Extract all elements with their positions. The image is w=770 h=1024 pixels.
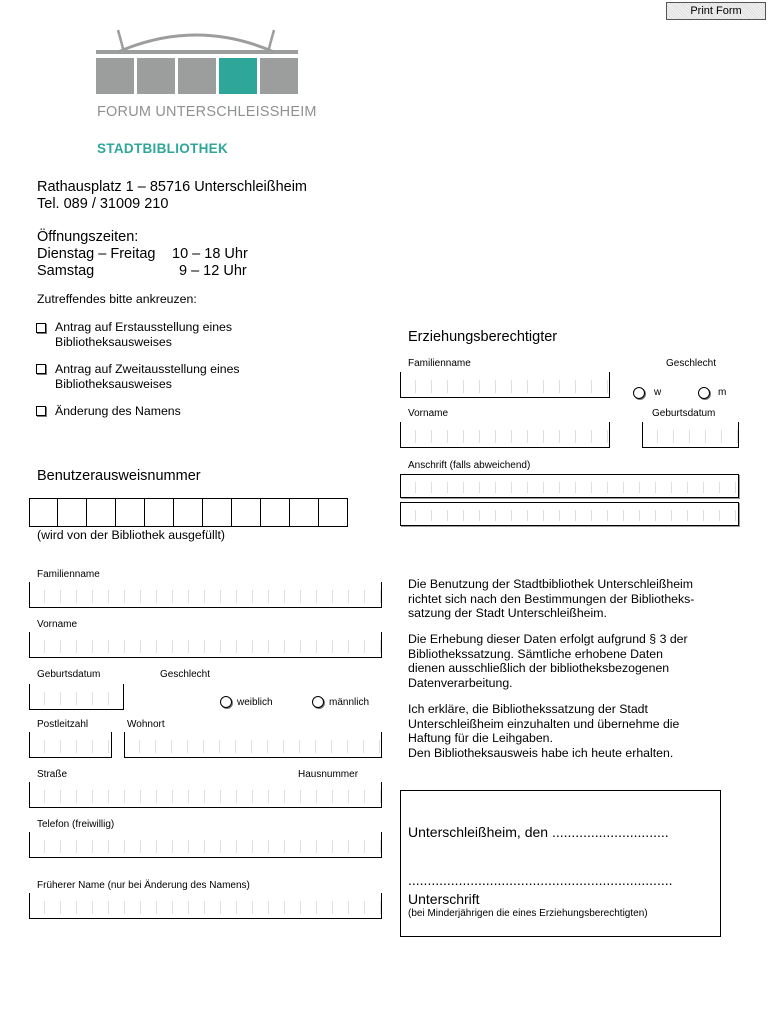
guardian-lastname-label: Familienname [408, 358, 471, 369]
options-prompt: Zutreffendes bitte ankreuzen: [37, 292, 197, 306]
guardian-w-radio[interactable] [633, 387, 645, 399]
logo-subtitle: STADTBIBLIOTHEK [97, 141, 228, 156]
guardian-birthdate-label: Geburtsdatum [652, 408, 716, 419]
guardian-w-label: w [654, 387, 662, 398]
guardian-birthdate-field[interactable] [642, 422, 739, 448]
hours-heading: Öffnungszeiten: [37, 229, 139, 245]
firstname-field[interactable] [29, 632, 382, 658]
lastname-label: Familienname [37, 569, 100, 580]
house-number-label: Hausnummer [298, 769, 359, 780]
terms-paragraph-1: Die Benutzung der Stadtbibliothek Unterschleißheim richtet sich nach den Bestimmungen der Bibliotheks- satzung der Stadt Unterschleißheim. [408, 577, 695, 620]
card-number-note: (wird von der Bibliothek ausgefüllt) [37, 528, 225, 542]
birthdate-field[interactable] [29, 684, 124, 710]
male-label: männlich [329, 697, 370, 708]
guardian-lastname-field[interactable] [400, 372, 610, 398]
guardian-address-label: Anschrift (falls abweichend) [408, 460, 531, 471]
street-label: Straße [37, 769, 68, 780]
signature-line[interactable]: .................................................................... [408, 872, 673, 888]
hours-weekday-time: 10 – 18 Uhr [172, 246, 248, 262]
city-label: Wohnort [127, 719, 165, 730]
zip-field[interactable] [29, 732, 112, 758]
guardian-address-field-1[interactable] [400, 474, 739, 498]
guardian-m-label: m [718, 387, 727, 398]
signature-label: Unterschrift [408, 891, 480, 907]
former-name-field[interactable] [29, 893, 382, 919]
name-change-label: Änderung des Namens [55, 404, 181, 418]
street-field[interactable] [29, 782, 382, 808]
terms-paragraph-3: Ich erkläre, die Bibliothekssatzung der Stadt Unterschleißheim einzuhalten und übernehme die Haftung für die Leihgaben. Den Bibliotheksausweis habe ich heute erhalten. [408, 702, 680, 760]
first-issue-label: Antrag auf Erstausstellung eines Bibliotheksausweises [55, 320, 233, 349]
phone-field[interactable] [29, 832, 382, 858]
guardian-heading: Erziehungsberechtigter [408, 329, 558, 345]
address-line: Rathausplatz 1 – 85716 Unterschleißheim [37, 179, 308, 195]
card-number-heading: Benutzerausweisnummer [37, 468, 201, 484]
guardian-address-field-2[interactable] [400, 502, 739, 526]
library-logo [96, 28, 298, 94]
female-label: weiblich [237, 697, 273, 708]
female-radio[interactable] [220, 696, 232, 708]
former-name-label: Früherer Name (nur bei Änderung des Namens) [37, 880, 250, 891]
hours-saturday-days: Samstag [37, 263, 95, 279]
hours-weekday-days: Dienstag – Freitag [37, 246, 156, 262]
first-issue-checkbox[interactable] [36, 323, 46, 333]
logo-title: FORUM UNTERSCHLEISSHEIM [97, 104, 317, 120]
city-field[interactable] [124, 732, 382, 758]
phone-line: Tel. 089 / 31009 210 [37, 196, 169, 212]
second-issue-label: Antrag auf Zweitausstellung eines Bibliotheksausweises [55, 362, 240, 391]
guardian-firstname-label: Vorname [408, 408, 449, 419]
male-radio[interactable] [312, 696, 324, 708]
second-issue-checkbox[interactable] [36, 364, 46, 374]
terms-paragraph-2: Die Erhebung dieser Daten erfolgt aufgrund § 3 der Bibliothekssatzung. Sämtliche erhobene Daten dienen ausschließlich der bibliotheksbezogenen Datenverarbeitung. [408, 632, 688, 690]
hours-saturday-time: 9 – 12 Uhr [179, 263, 247, 279]
lastname-field[interactable] [29, 582, 382, 608]
guardian-gender-label: Geschlecht [666, 358, 717, 369]
print-form-button[interactable]: Print Form [666, 2, 766, 20]
firstname-label: Vorname [37, 619, 78, 630]
gender-label: Geschlecht [160, 669, 211, 680]
zip-label: Postleitzahl [37, 719, 89, 730]
phone-label: Telefon (freiwillig) [37, 819, 115, 830]
card-number-cells [29, 498, 348, 527]
birthdate-label: Geburtsdatum [37, 669, 101, 680]
place-date-line[interactable]: Unterschleißheim, den .............................. [408, 824, 669, 840]
name-change-checkbox[interactable] [36, 406, 46, 416]
signature-note: (bei Minderjährigen die eines Erziehungsberechtigten) [408, 908, 648, 919]
guardian-firstname-field[interactable] [400, 422, 610, 448]
guardian-m-radio[interactable] [698, 387, 710, 399]
